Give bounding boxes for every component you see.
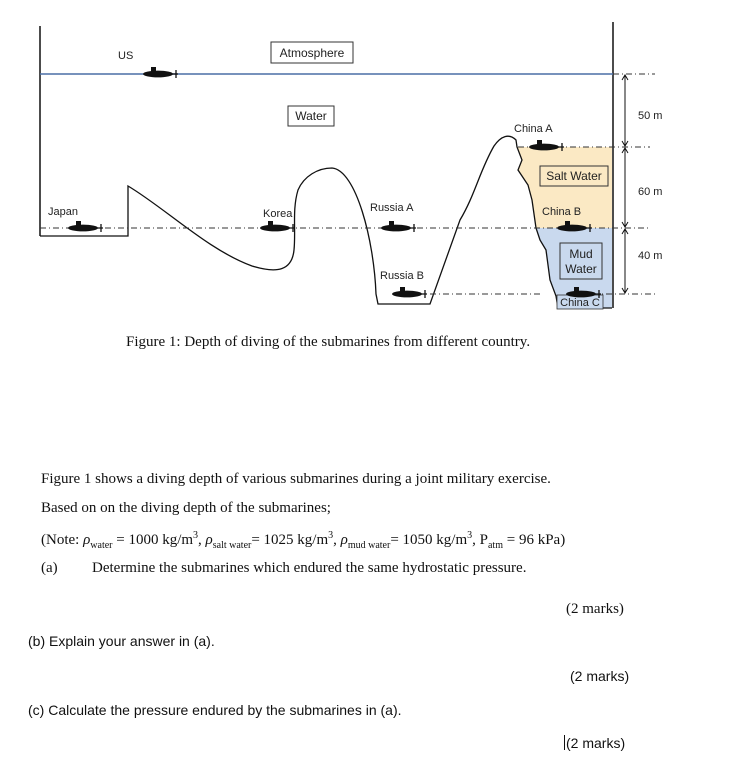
question-intro-line2: Based on on the diving depth of the submarines; xyxy=(41,500,331,516)
cube-1: 3 xyxy=(193,530,199,541)
submarine-depth-diagram xyxy=(0,0,730,360)
part-a-label: (a) xyxy=(41,560,58,576)
salt-water-label: Salt Water xyxy=(546,169,602,183)
patm-symbol: P xyxy=(479,532,488,548)
rho-salt-value: = 1025 kg/m xyxy=(251,532,329,548)
depth-dimension xyxy=(622,75,628,293)
submarine-us xyxy=(143,67,178,78)
patm-value: = 96 kPa) xyxy=(502,532,566,548)
water-label: Water xyxy=(295,109,327,123)
korea-label: Korea xyxy=(263,208,293,220)
submarine-russia-a xyxy=(381,221,416,232)
sep-1: , xyxy=(198,532,206,548)
rho-mud-value: = 1050 kg/m xyxy=(390,532,468,548)
sep-2: , xyxy=(333,532,341,548)
part-c-marks: (2 marks) xyxy=(566,735,626,751)
russia-b-label: Russia B xyxy=(380,270,425,282)
cube-3: 3 xyxy=(467,530,473,541)
sep-3: , xyxy=(472,532,480,548)
china-a-label: China A xyxy=(514,123,553,135)
rho-mud-subscript: mud water xyxy=(347,540,391,551)
rho-water-value: = 1000 kg/m xyxy=(112,532,194,548)
part-b-text: (b) Explain your answer in (a). xyxy=(28,633,215,649)
cube-2: 3 xyxy=(328,530,334,541)
depth-label-40m: 40 m xyxy=(638,250,663,262)
mud-water-label-line1: Mud xyxy=(569,247,593,261)
rho-water-subscript: water xyxy=(90,540,113,551)
note-prefix: (Note: xyxy=(41,532,84,548)
china-b-label: China B xyxy=(542,206,582,218)
us-label: US xyxy=(118,50,134,62)
submarine-korea xyxy=(260,221,295,232)
question-intro-line1: Figure 1 shows a diving depth of various submarines during a joint military exercise. xyxy=(41,471,551,487)
part-b-marks: (2 marks) xyxy=(570,668,630,684)
density-note xyxy=(41,530,565,551)
patm-subscript: atm xyxy=(487,540,503,551)
submarine-russia-b xyxy=(392,287,427,298)
figure-caption: Figure 1: Depth of diving of the submarines from different country. xyxy=(126,334,531,350)
depth-label-60m: 60 m xyxy=(638,186,663,198)
japan-label: Japan xyxy=(48,206,78,218)
mud-water-label-line2: Water xyxy=(565,262,597,276)
submarine-japan xyxy=(68,221,103,232)
part-c-text: (c) Calculate the pressure endured by the submarines in (a). xyxy=(28,702,402,718)
depth-label-50m: 50 m xyxy=(638,110,663,122)
rho-salt-symbol: ρ xyxy=(205,532,213,548)
rho-salt-subscript: salt water xyxy=(212,540,252,551)
part-c-marks-wrap xyxy=(564,735,625,751)
rho-mud-symbol: ρ xyxy=(340,532,348,548)
atmosphere-label: Atmosphere xyxy=(279,46,345,60)
part-a-marks: (2 marks) xyxy=(566,601,624,617)
part-a-text: Determine the submarines which endured the same hydrostatic pressure. xyxy=(92,560,527,576)
rho-water-symbol: ρ xyxy=(83,532,91,548)
china-c-label: China C xyxy=(560,297,600,309)
russia-a-label: Russia A xyxy=(370,202,414,214)
text-cursor xyxy=(564,735,565,750)
